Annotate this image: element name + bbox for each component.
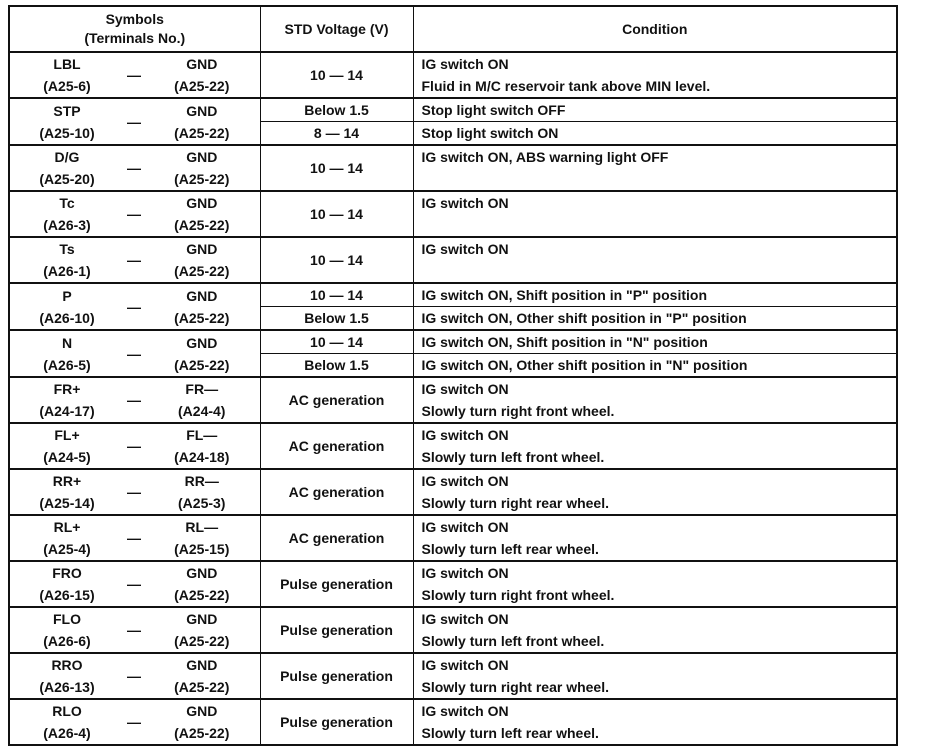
condition-line-1: IG switch ON (421, 427, 509, 443)
negative-terminal-number: (A25-22) (174, 124, 230, 141)
condition-cell: IG switch ON, Shift position in "P" position (413, 283, 897, 307)
terminal-separator: — (124, 607, 144, 653)
negative-terminal-number: (A25-15) (174, 541, 230, 557)
terminal-separator: — (124, 52, 144, 98)
negative-terminal-number: (A25-22) (174, 171, 230, 187)
std-voltage-cell: Below 1.5 (260, 307, 413, 331)
condition-line-1: IG switch ON (421, 657, 509, 673)
positive-terminal-number: (A25-20) (39, 171, 95, 187)
condition-line-2 (422, 214, 897, 236)
negative-terminal-cell (144, 423, 260, 469)
terminal-separator: — (124, 515, 144, 561)
positive-terminal-number: (A26-3) (43, 217, 91, 233)
positive-symbol: LBL (53, 56, 81, 72)
positive-terminal-number: (A25-10) (39, 124, 95, 141)
condition-line-1: IG switch ON (421, 703, 509, 719)
terminal-separator: — (124, 237, 144, 283)
positive-terminal-cell (9, 145, 124, 191)
symbols-header-line1: Symbols (105, 11, 164, 27)
negative-symbol: RL— (185, 519, 219, 535)
terminal-separator: — (124, 423, 144, 469)
condition-line-2: Slowly turn left rear wheel. (421, 725, 599, 741)
condition-cell (413, 191, 897, 237)
condition-cell (413, 699, 897, 745)
condition-line-2: Slowly turn right front wheel. (421, 587, 615, 603)
negative-terminal-cell (144, 191, 260, 237)
positive-terminal-cell (9, 469, 124, 515)
negative-terminal-number: (A25-22) (174, 725, 230, 741)
negative-symbol: GND (186, 611, 218, 627)
terminal-separator: — (124, 699, 144, 745)
negative-terminal-cell (144, 283, 260, 330)
positive-symbol: FR+ (53, 381, 81, 397)
terminal-separator: — (124, 561, 144, 607)
negative-terminal-cell (144, 699, 260, 745)
positive-symbol: STP (53, 102, 81, 119)
std-voltage-cell: AC generation (260, 515, 413, 561)
table-row (9, 561, 897, 607)
negative-terminal-cell (144, 330, 260, 377)
symbols-header (9, 6, 260, 52)
negative-terminal-cell (144, 98, 260, 145)
condition-line-1: IG switch ON (421, 56, 509, 72)
positive-terminal-number: (A26-13) (39, 679, 95, 695)
table-row (9, 191, 897, 237)
condition-cell: Stop light switch ON (413, 122, 897, 146)
terminal-separator: — (124, 377, 144, 423)
table-row (9, 653, 897, 699)
positive-terminal-cell (9, 561, 124, 607)
negative-terminal-number: (A25-22) (174, 217, 230, 233)
negative-terminal-cell (144, 145, 260, 191)
negative-symbol: GND (186, 241, 218, 257)
negative-terminal-number: (A25-3) (178, 495, 226, 511)
condition-line-2: Fluid in M/C reservoir tank above MIN level. (421, 78, 711, 94)
terminal-separator: — (124, 98, 144, 145)
positive-symbol: FLO (53, 611, 81, 627)
negative-terminal-number: (A25-22) (174, 263, 230, 279)
positive-symbol: D/G (54, 149, 80, 165)
positive-symbol: RR+ (52, 473, 82, 489)
negative-terminal-cell (144, 561, 260, 607)
positive-symbol: N (61, 334, 73, 351)
negative-terminal-number: (A25-22) (174, 587, 230, 603)
condition-cell (413, 52, 897, 98)
table-row (9, 237, 897, 283)
terminal-separator: — (124, 330, 144, 377)
positive-terminal-cell (9, 52, 124, 98)
positive-terminal-number: (A26-1) (43, 263, 91, 279)
negative-symbol: GND (186, 565, 218, 581)
table-row (9, 52, 897, 98)
positive-terminal-number: (A25-14) (39, 495, 95, 511)
std-voltage-cell: Below 1.5 (260, 354, 413, 378)
condition-line-2: Slowly turn right rear wheel. (421, 679, 609, 695)
terminal-separator: — (124, 653, 144, 699)
condition-line-2 (422, 260, 897, 282)
condition-line-1: IG switch ON, ABS warning light OFF (421, 149, 669, 165)
condition-cell (413, 423, 897, 469)
positive-terminal-cell (9, 699, 124, 745)
symbols-header-line2: (Terminals No.) (84, 30, 186, 46)
positive-symbol: RL+ (53, 519, 81, 535)
table-row (9, 699, 897, 745)
condition-line-1: IG switch ON (421, 473, 509, 489)
condition-cell: IG switch ON, Shift position in "N" position (413, 330, 897, 354)
condition-line-1: IG switch ON (421, 241, 509, 257)
condition-cell: IG switch ON, Other shift position in "P" position (413, 307, 897, 331)
negative-symbol: GND (186, 334, 218, 351)
table-row (9, 423, 897, 469)
positive-symbol: Ts (59, 241, 75, 257)
negative-symbol: GND (186, 102, 218, 119)
condition-line-2: Slowly turn left front wheel. (421, 449, 605, 465)
negative-terminal-cell (144, 237, 260, 283)
positive-symbol: FL+ (54, 427, 80, 443)
negative-terminal-cell (144, 653, 260, 699)
condition-cell (413, 607, 897, 653)
negative-symbol: GND (186, 703, 218, 719)
condition-cell (413, 515, 897, 561)
condition-line-2: Slowly turn left front wheel. (421, 633, 605, 649)
std-voltage-cell: Pulse generation (260, 699, 413, 745)
terminal-separator: — (124, 145, 144, 191)
positive-terminal-cell (9, 607, 124, 653)
std-voltage-cell: AC generation (260, 469, 413, 515)
negative-symbol: FR— (185, 381, 219, 397)
condition-line-1: IG switch ON (421, 195, 509, 211)
condition-header: Condition (413, 6, 897, 52)
negative-terminal-number: (A25-22) (174, 679, 230, 695)
table-header-row (9, 6, 897, 52)
condition-cell (413, 469, 897, 515)
positive-terminal-cell (9, 515, 124, 561)
table-row (9, 515, 897, 561)
condition-line-2: Slowly turn right rear wheel. (421, 495, 609, 511)
positive-symbol: RLO (52, 703, 82, 719)
positive-terminal-number: (A26-6) (43, 633, 91, 649)
positive-terminal-number: (A26-4) (43, 725, 91, 741)
negative-terminal-cell (144, 52, 260, 98)
negative-symbol: GND (186, 149, 218, 165)
positive-terminal-number: (A25-4) (43, 541, 91, 557)
negative-terminal-number: (A24-4) (178, 403, 226, 419)
positive-terminal-number: (A26-15) (39, 587, 95, 603)
terminal-separator: — (124, 283, 144, 330)
positive-symbol: Tc (59, 195, 75, 211)
std-voltage-cell: 10 — 14 (260, 283, 413, 307)
positive-terminal-cell (9, 237, 124, 283)
condition-line-2 (422, 168, 897, 190)
negative-terminal-number: (A25-22) (174, 633, 230, 649)
condition-line-2: Slowly turn left rear wheel. (421, 541, 599, 557)
condition-cell: IG switch ON, Other shift position in "N" position (413, 354, 897, 378)
negative-terminal-cell (144, 607, 260, 653)
positive-terminal-cell (9, 423, 124, 469)
std-voltage-cell: Pulse generation (260, 561, 413, 607)
positive-terminal-number: (A24-5) (43, 449, 91, 465)
negative-symbol: GND (186, 657, 218, 673)
condition-cell (413, 237, 897, 283)
positive-terminal-number: (A26-10) (39, 309, 95, 326)
condition-cell: Stop light switch OFF (413, 98, 897, 122)
std-voltage-cell: AC generation (260, 377, 413, 423)
negative-terminal-number: (A25-22) (174, 309, 230, 326)
condition-line-1: IG switch ON (421, 381, 509, 397)
std-voltage-cell: Pulse generation (260, 607, 413, 653)
std-voltage-cell: Below 1.5 (260, 98, 413, 122)
negative-symbol: RR— (184, 473, 219, 489)
negative-symbol: GND (186, 195, 218, 211)
negative-symbol: GND (186, 287, 218, 304)
positive-terminal-number: (A24-17) (39, 403, 95, 419)
condition-line-1: IG switch ON (421, 519, 509, 535)
table-body (9, 52, 897, 745)
std-voltage-header: STD Voltage (V) (260, 6, 413, 52)
std-voltage-cell: 10 — 14 (260, 145, 413, 191)
std-voltage-cell: 10 — 14 (260, 330, 413, 354)
positive-terminal-cell (9, 330, 124, 377)
negative-terminal-cell (144, 515, 260, 561)
std-voltage-cell: AC generation (260, 423, 413, 469)
table-row (9, 145, 897, 191)
positive-terminal-cell (9, 98, 124, 145)
negative-symbol: FL— (186, 427, 218, 443)
table-row (9, 607, 897, 653)
std-voltage-cell: 8 — 14 (260, 122, 413, 146)
positive-terminal-number: (A26-5) (43, 356, 91, 373)
table-row (9, 98, 897, 122)
negative-symbol: GND (186, 56, 218, 72)
condition-cell (413, 377, 897, 423)
positive-symbol: FRO (52, 565, 82, 581)
negative-terminal-cell (144, 469, 260, 515)
condition-line-2: Slowly turn right front wheel. (421, 403, 615, 419)
negative-terminal-cell (144, 377, 260, 423)
condition-line-1: IG switch ON (421, 611, 509, 627)
positive-terminal-number: (A25-6) (43, 78, 91, 94)
positive-terminal-cell (9, 283, 124, 330)
condition-cell (413, 561, 897, 607)
std-voltage-cell: 10 — 14 (260, 52, 413, 98)
negative-terminal-number: (A24-18) (174, 449, 230, 465)
positive-terminal-cell (9, 377, 124, 423)
positive-terminal-cell (9, 191, 124, 237)
positive-symbol: P (62, 287, 72, 304)
table-row (9, 469, 897, 515)
negative-terminal-number: (A25-22) (174, 356, 230, 373)
ecu-terminal-voltage-table (8, 5, 898, 746)
table-row (9, 283, 897, 307)
condition-line-1: IG switch ON (421, 565, 509, 581)
std-voltage-cell: Pulse generation (260, 653, 413, 699)
negative-terminal-number: (A25-22) (174, 78, 230, 94)
positive-symbol: RRO (51, 657, 83, 673)
std-voltage-cell: 10 — 14 (260, 191, 413, 237)
condition-cell (413, 145, 897, 191)
condition-cell (413, 653, 897, 699)
positive-terminal-cell (9, 653, 124, 699)
table-row (9, 377, 897, 423)
table-row (9, 330, 897, 354)
terminal-separator: — (124, 469, 144, 515)
std-voltage-cell: 10 — 14 (260, 237, 413, 283)
terminal-separator: — (124, 191, 144, 237)
